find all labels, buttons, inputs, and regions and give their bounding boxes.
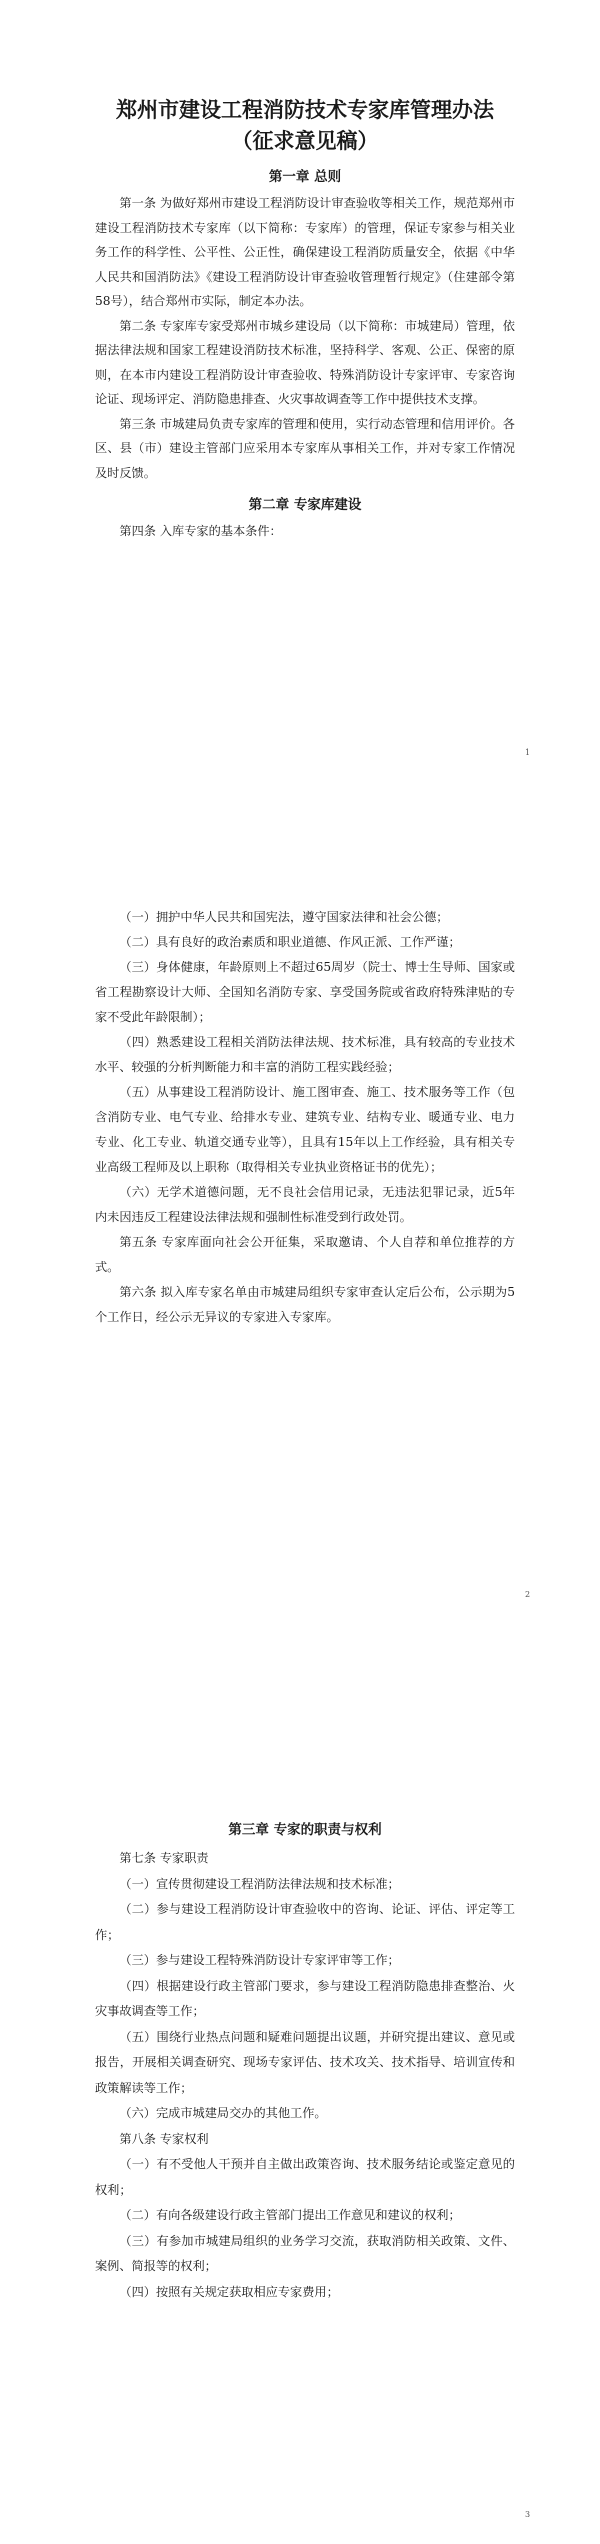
duty-6: （六）完成市城建局交办的其他工作。	[119, 2106, 327, 2120]
chapter-3-heading: 第三章 专家的职责与权利	[228, 1822, 382, 1838]
duty-1: （一）宣传贯彻建设工程消防法律法规和技术标准；	[119, 1876, 400, 1891]
condition-5: （五）从事建设工程消防设计、施工图审查、施工、技术服务等工作（包含消防专业、电气专业、给排水专业、建筑专业、结构专业、暖通专业、电力专业、化工专业、轨道交通专业等），且具有15年以上工作经验，具有相关专业高级工程师及以上职称（取得相关专业执业资格证书的优先）；	[95, 1085, 515, 1174]
document-subtitle: （征求意见稿）	[231, 129, 379, 153]
page-number-1: 1	[525, 748, 531, 757]
duty-4: （四）根据建设行政主管部门要求，参与建设工程消防隐患排查整治、火灾事故调查等工作；	[95, 1978, 515, 2018]
condition-2: （二）具有良好的政治素质和职业道德、作风正派、工作严谨；	[119, 935, 461, 949]
article-1: 第一条 为做好郑州市建设工程消防设计审查验收等相关工作，规范郑州市建设工程消防技术专家库（以下简称：专家库）的管理，保证专家参与相关业务工作的科学性、公平性、公正性，确保建设工程消防质量安全，依据《中华人民共和国消防法》《建设工程消防设计审查验收管理暂行规定》（住建部令第58号），结合郑州市实际，制定本办法。	[95, 196, 515, 308]
article-7: 第七条 专家职责	[119, 1851, 209, 1865]
right-4: （四）按照有关规定获取相应专家费用；	[119, 2284, 339, 2299]
right-1: （一）有不受他人干预并自主做出政策咨询、技术服务结论或鉴定意见的权利；	[95, 2157, 515, 2197]
document-title: 郑州市建设工程消防技术专家库管理办法	[116, 98, 494, 122]
right-3: （三）有参加市城建局组织的业务学习交流，获取消防相关政策、文件、案例、简报等的权利；	[95, 2233, 515, 2273]
page-number-3: 3	[525, 2510, 531, 2519]
article-5: 第五条 专家库面向社会公开征集，采取邀请、个人自荐和单位推荐的方式。	[95, 1235, 515, 1274]
right-2: （二）有向各级建设行政主管部门提出工作意见和建议的权利；	[119, 2208, 461, 2222]
duty-3: （三）参与建设工程特殊消防设计专家评审等工作；	[119, 1953, 400, 1967]
article-4: 第四条 入库专家的基本条件：	[119, 524, 282, 538]
article-2: 第二条 专家库专家受郑州市城乡建设局（以下简称：市城建局）管理，依据法律法规和国家工程建设消防技术标准，坚持科学、客观、公正、保密的原则，在本市内建设工程消防设计审查验收、特殊消防设计专家评审、专家咨询论证、现场评定、消防隐患排查、火灾事故调查等工作中提供技术支撑。	[95, 318, 515, 406]
condition-3: （三）身体健康，年龄原则上不超过65周岁（院士、博士生导师、国家或省工程勘察设计大师、全国知名消防专家、享受国务院或省政府特殊津贴的专家不受此年龄限制）；	[95, 960, 515, 1024]
duty-5: （五）围绕行业热点问题和疑难问题提出议题，并研究提出建议、意见或报告，开展相关调查研究、现场专家评估、技术攻关、技术指导、培训宣传和政策解读等工作；	[95, 2029, 515, 2095]
condition-6: （六）无学术道德问题，无不良社会信用记录，无违法犯罪记录，近5年内未因违反工程建设法律法规和强制性标准受到行政处罚。	[95, 1185, 515, 1224]
chapter-2-heading: 第二章 专家库建设	[248, 497, 362, 513]
article-8: 第八条 专家权利	[119, 2131, 209, 2146]
page-2	[0, 905, 600, 1330]
page-3	[0, 1820, 600, 2305]
condition-4: （四）熟悉建设工程相关消防法律法规、技术标准，具有较高的专业技术水平、较强的分析判断能力和丰富的消防工程实践经验；	[95, 1035, 515, 1074]
duty-2: （二）参与建设工程消防设计审查验收中的咨询、论证、评估、评定等工作；	[95, 1902, 515, 1942]
page-number-2: 2	[525, 1590, 531, 1599]
article-3: 第三条 市城建局负责专家库的管理和使用，实行动态管理和信用评价。各区、县（市）建设主管部门应采用本专家库从事相关工作，并对专家工作情况及时反馈。	[95, 416, 515, 480]
page-1	[0, 95, 600, 544]
condition-1: （一）拥护中华人民共和国宪法，遵守国家法律和社会公德；	[119, 910, 449, 924]
article-6: 第六条 拟入库专家名单由市城建局组织专家审查认定后公布，公示期为5个工作日，经公示无异议的专家进入专家库。	[95, 1285, 515, 1324]
chapter-1-heading: 第一章 总则	[268, 169, 342, 185]
